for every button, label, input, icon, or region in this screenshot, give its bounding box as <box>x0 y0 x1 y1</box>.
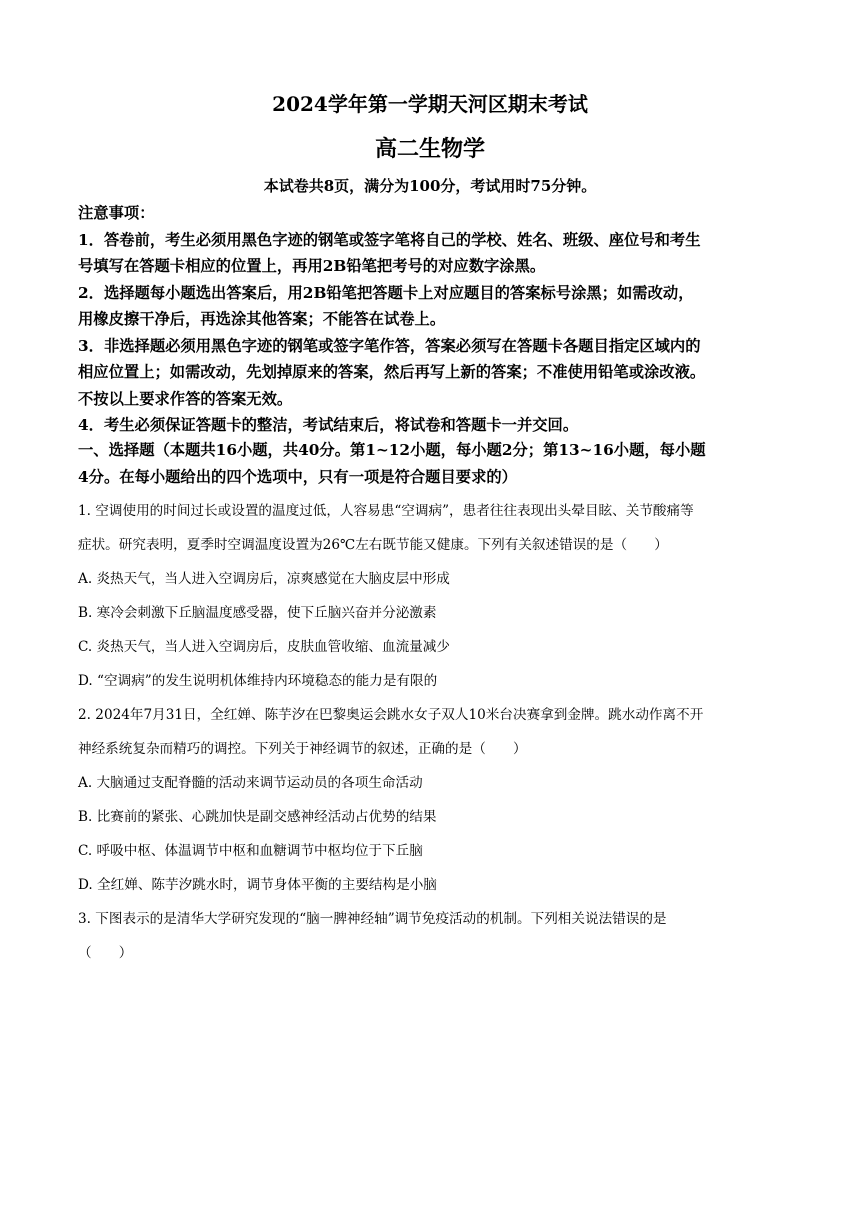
question-stem-line: 3. 下图表示的是清华大学研究发现的“脑一脾神经轴”调节免疫活动的机制。下列相关说法错误的是 <box>78 911 667 927</box>
question-stem-line: 神经系统复杂而精巧的调控。下列关于神经调节的叙述，正确的是（ ） <box>78 741 527 757</box>
option-b: B. 寒冷会刺激下丘脑温度感受器，使下丘脑兴奋并分泌激素 <box>78 605 437 621</box>
option-b: B. 比赛前的紧张、心跳加快是副交感神经活动占优势的结果 <box>78 809 437 825</box>
notice-line: 不按以上要求作答的答案无效。 <box>78 389 293 408</box>
notice-line: 相应位置上；如需改动，先划掉原来的答案，然后再写上新的答案；不准使用铅笔或涂改液。 <box>78 363 706 381</box>
section-line: 一、选择题（本题共16小题，共40分。第1~12小题，每小题2分；第13~16小题，每小题 <box>78 441 706 459</box>
option-a: A. 炎热天气，当人进入空调房后，凉爽感觉在大脑皮层中形成 <box>78 571 450 587</box>
option-d: D. 全红婵、陈芋汐跳水时，调节身体平衡的主要结构是小脑 <box>78 877 437 893</box>
notice-line: 2．选择题每小题选出答案后，用2B铅笔把答题卡上对应题目的答案标号涂黑；如需改动， <box>78 283 694 302</box>
question-stem-line: 症状。研究表明，夏季时空调温度设置为26℃左右既节能又健康。下列有关叙述错误的是（ ） <box>78 537 668 553</box>
question-stem-line: 1. 空调使用的时间过长或设置的温度过低，人容易患“空调病”，患者往往表现出头晕目眩、关节酸痛等 <box>78 503 694 519</box>
option-a: A. 大脑通过支配脊髓的活动来调节运动员的各项生命活动 <box>78 775 423 791</box>
notice-heading: 注意事项： <box>78 204 155 222</box>
option-c: C. 呼吸中枢、体温调节中枢和血糖调节中枢均位于下丘脑 <box>78 843 423 859</box>
notice-line: 4．考生必须保证答题卡的整洁，考试结束后，将试卷和答题卡一并交回。 <box>78 416 579 434</box>
option-d: D. “空调病”的发生说明机体维持内环境稳态的能力是有限的 <box>78 673 438 689</box>
exam-info: 本试卷共8页，满分为100分，考试用时75分钟。 <box>263 177 597 195</box>
notice-line: 3．非选择题必须用黑色字迹的钢笔或签字笔作答，答案必须写在答题卡各题目指定区域内的 <box>78 336 701 355</box>
notice-line: 1．答卷前，考生必须用黑色字迹的钢笔或签字笔将自己的学校、姓名、班级、座位号和考生 <box>78 230 701 249</box>
section-heading <box>78 437 790 490</box>
section-line: 4分。在每小题给出的四个选项中，只有一项是符合题目要求的） <box>78 467 517 486</box>
question-stem-line: （ ） <box>78 945 133 961</box>
notice-line: 用橡皮擦干净后，再选涂其他答案；不能答在试卷上。 <box>78 310 446 328</box>
notice-block <box>78 200 790 439</box>
question-1 <box>78 494 790 970</box>
notice-line: 号填写在答题卡相应的位置上，再用2B铅笔把考号的对应数字涂黑。 <box>78 257 546 275</box>
subject-title: 高二生物学 <box>374 136 485 162</box>
question-stem-line: 2. 2024年7月31日，全红婵、陈芋汐在巴黎奥运会跳水女子双人10米台决赛拿到金牌。跳水动作离不开 <box>78 707 704 723</box>
exam-title: 2024学年第一学期天河区期末考试 <box>272 92 588 116</box>
option-c: C. 炎热天气，当人进入空调房后，皮肤血管收缩、血流量减少 <box>78 639 450 655</box>
